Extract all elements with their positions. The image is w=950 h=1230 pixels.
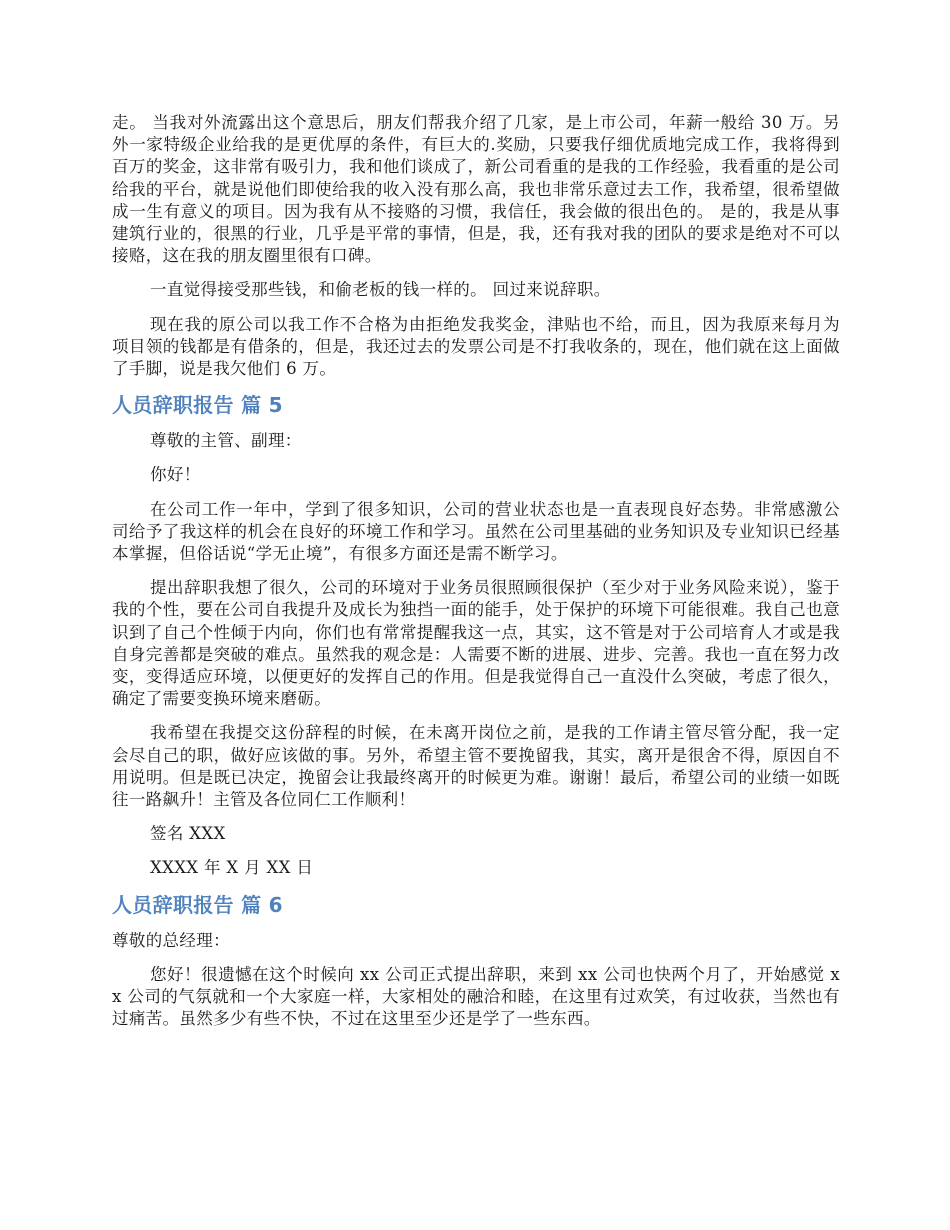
paragraph: 提出辞职我想了很久，公司的环境对于业务员很照顾很保护（至少对于业务风险来说），鉴于我的个性，要在公司自我提升及成长为独挡一面的能手，处于保护的环境下可能很难。我自己也意识到了自己个性倾于内向，你们也有常常提醒我这一点，其实，这不管是对于公司培育人才或是我自身完善都是突破的难点。虽然我的观念是：人需要不断的进展、进步、完善。我也一直在努力改变，变得适应环境，以便更好的发挥自己的作用。但是我觉得自己一直没什么突破，考虑了很久，确定了需要变换环境来磨砺。 <box>112 578 840 709</box>
document-page <box>112 112 840 1031</box>
signature: 签名 XXX <box>150 824 226 844</box>
paragraph: 在公司工作一年中，学到了很多知识，公司的营业状态也是一直表现良好态势。非常感激公司给予了我这样的机会在良好的环境工作和学习。虽然在公司里基础的业务知识及专业知识已经基本掌握，但俗话说“学无止境”，有很多方面还是需不断学习。 <box>112 499 840 564</box>
date-line: XXXX 年 X 月 XX 日 <box>150 858 314 878</box>
paragraph: 走。 当我对外流露出这个意思后，朋友们帮我介绍了几家，是上市公司，年薪一般给 30 万。另外一家特级企业给我的是更优厚的条件，有巨大的.奖励，只要我仔细优质地完成工作，我将得到百万的奖金，这非常有吸引力，我和他们谈成了，新公司看重的是我的工作经验，我看重的是公司给我的平台，就是说他们即使给我的收入没有那么高，我也非常乐意过去工作，我希望，很希望做成一生有意义的项目。因为我有从不接赂的习惯，我信任，我会做的很出色的。 是的，我是从事建筑行业的，很黑的行业，几乎是平常的事情，但是，我，还有我对我的团队的要求是绝对不可以接赂，这在我的朋友圈里很有口碑。 <box>112 113 840 266</box>
greeting: 你好！ <box>150 465 201 485</box>
section-heading-5: 人员辞职报告 篇 5 <box>112 393 283 418</box>
salutation: 尊敬的总经理： <box>112 930 230 950</box>
paragraph: 我希望在我提交这份辞程的时候，在未离开岗位之前，是我的工作请主管尽管分配，我一定会尽自己的职，做好应该做的事。另外，希望主管不要挽留我，其实，离开是很舍不得，原因自不用说明。但是既已决定，挽留会让我最终离开的时候更为难。谢谢！最后，希望公司的业绩一如既往一路飙升！主管及各位同仁工作顺利！ <box>112 723 840 810</box>
paragraph: 您好！很遗憾在这个时候向 xx 公司正式提出辞职，来到 xx 公司也快两个月了，开始感觉 xx 公司的气氛就和一个大家庭一样，大家相处的融洽和睦，在这里有过欢笑，有过收获，当然也有过痛苦。虽然多少有些不快，不过在这里至少还是学了一些东西。 <box>112 964 840 1029</box>
paragraph: 一直觉得接受那些钱，和偷老板的钱一样的。 回过来说辞职。 <box>150 280 611 300</box>
section-heading-6: 人员辞职报告 篇 6 <box>112 892 283 917</box>
salutation: 尊敬的主管、副理： <box>150 431 302 451</box>
paragraph: 现在我的原公司以我工作不合格为由拒绝发我奖金，津贴也不给，而且，因为我原来每月为项目领的钱都是有借条的，但是，我还过去的发票公司是不打我收条的，现在，他们就在这上面做了手脚，说是我欠他们 6 万。 <box>112 314 840 379</box>
